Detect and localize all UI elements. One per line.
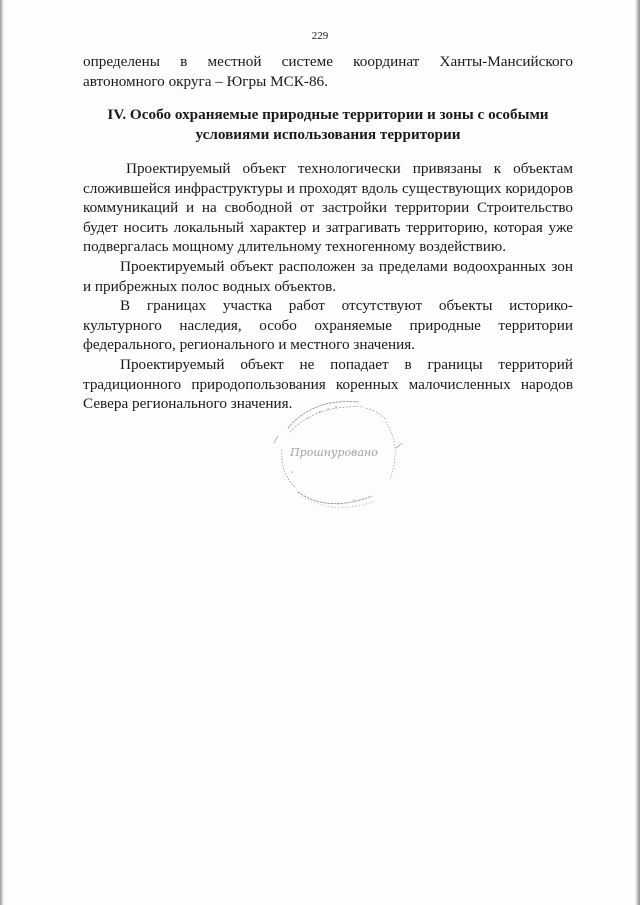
intro-paragraph: определены в местной системе координат Ханты-Мансийского автономного округа – Югры МСК-86.	[83, 53, 573, 90]
scan-edge-left	[0, 0, 4, 905]
paragraph-water-zones: Проектируемый объект расположен за пределами водоохранных зон и прибрежных полос водных объектов.	[83, 257, 573, 295]
scan-edge-right	[635, 0, 640, 905]
section-heading	[83, 105, 573, 145]
paragraph-infrastructure: Проектируемый объект технологически привязаны к объектам сложившейся инфраструктуры и проходят вдоль существующих коридоров коммуникаций и на свободной от застройки территории Строительство будет носить локальный характер и затрагивать территорию, которая уже подвергалась мощному длительному техногенному воздействию.	[83, 160, 573, 256]
stamp-text: Прошнуровано	[290, 446, 378, 459]
section-heading-line-2: условиями использования территории	[195, 126, 461, 143]
paragraph-heritage: В границах участка работ отсутствуют объекты историко-культурного наследия, особо охраняемые природные территории федерального, регионального и местного значения.	[83, 297, 573, 354]
paragraph-traditional-use: Проектируемый объект не попадает в границы территорий традиционного природопользования коренных малочисленных народов Севера регионального значения.	[83, 355, 573, 413]
section-heading-line-1: IV. Особо охраняемые природные территории и зоны с особыми	[107, 106, 549, 123]
page-number: 229	[311, 30, 329, 42]
section-body	[83, 159, 573, 414]
stamp-seal-icon	[268, 388, 408, 518]
